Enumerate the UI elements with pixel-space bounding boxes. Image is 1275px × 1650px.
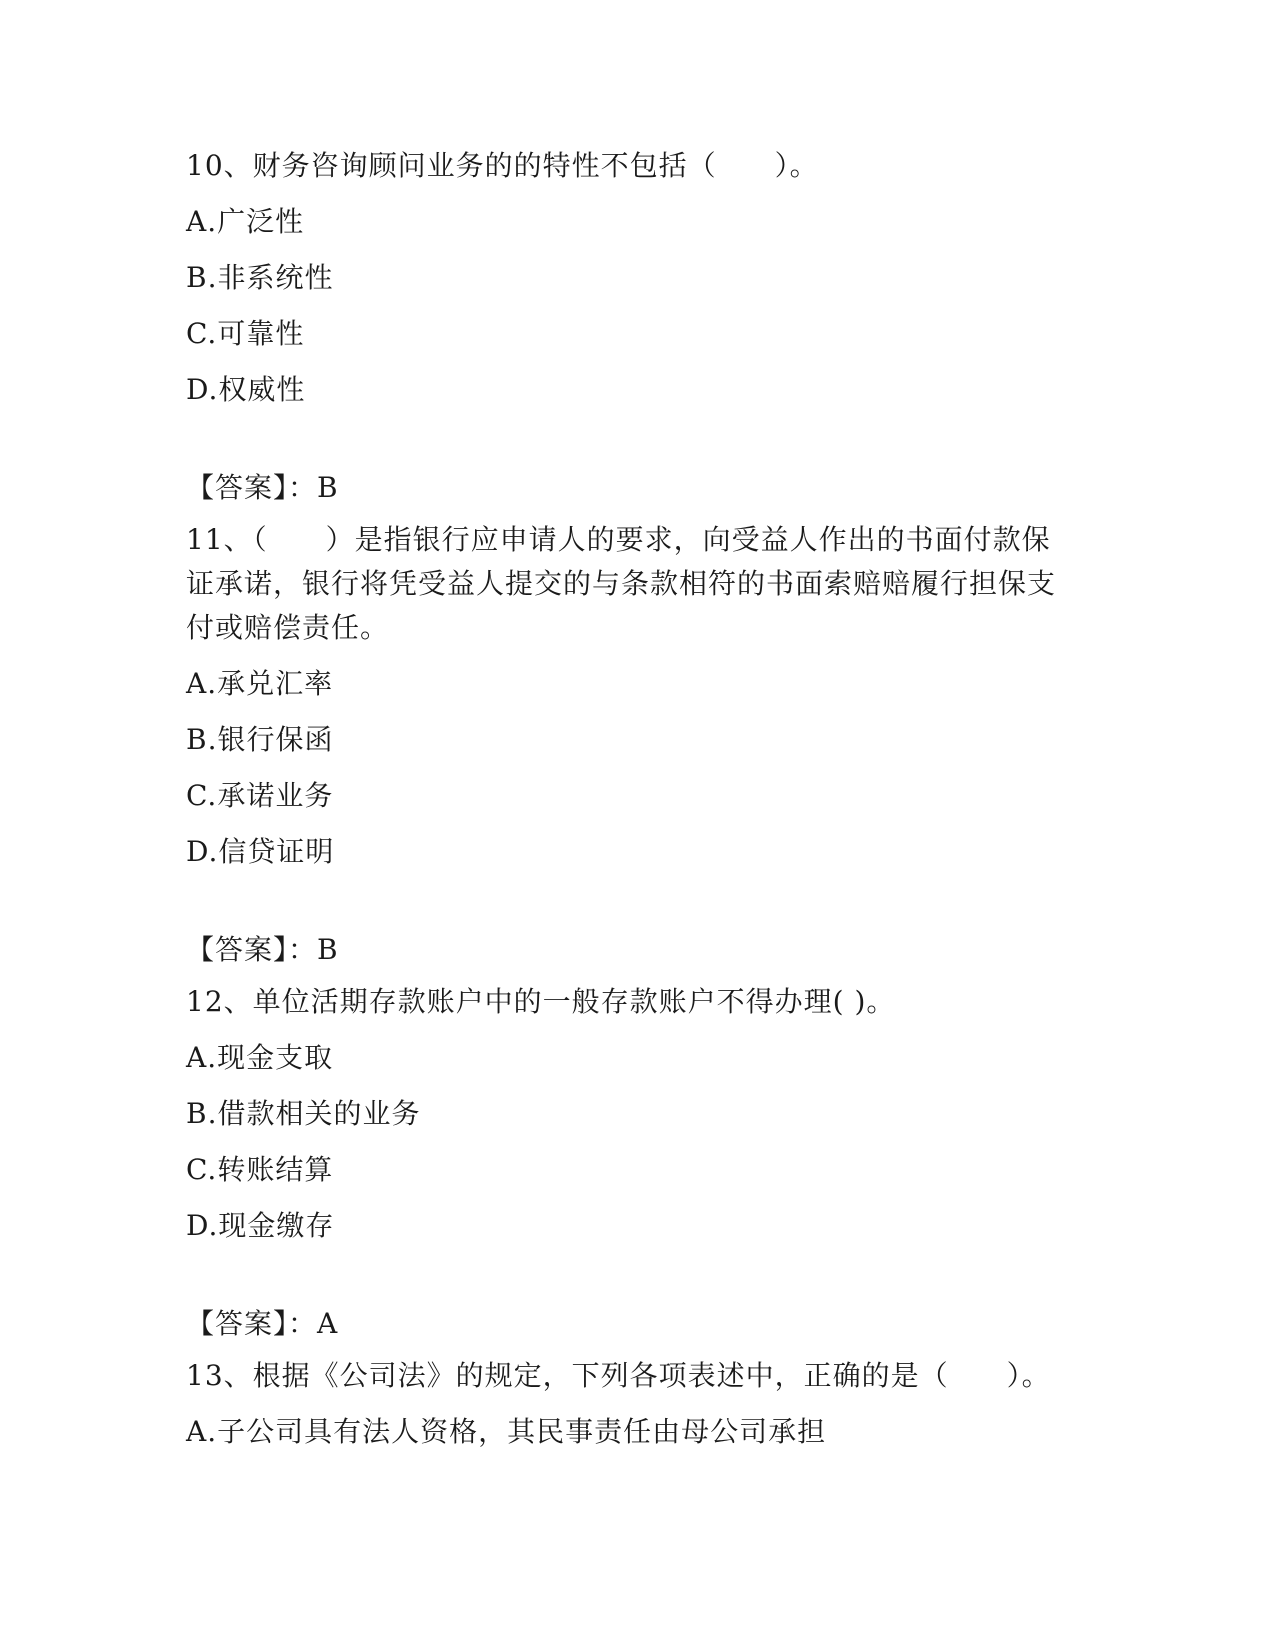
option-d: D.权威性 (186, 373, 306, 406)
question-list (186, 144, 1066, 1454)
answer-line: 【答案】：B (186, 471, 339, 504)
option-a: A.现金支取 (186, 1041, 334, 1074)
question-11 (186, 518, 1066, 972)
question-stem: 11、（ ）是指银行应申请人的要求，向受益人作出的书面付款保证承诺，银行将凭受益人提交的与条款相符的书面索赔赔履行担保支付或赔偿责任。 (186, 523, 1057, 644)
option-b: B.银行保函 (186, 723, 334, 756)
answer-line: 【答案】：A (186, 1307, 339, 1340)
option-b: B.借款相关的业务 (186, 1097, 421, 1130)
option-d: D.信贷证明 (186, 835, 335, 868)
answer-line: 【答案】：B (186, 933, 339, 966)
question-13 (186, 1354, 1066, 1454)
question-12 (186, 980, 1066, 1346)
option-a: A.广泛性 (186, 205, 305, 238)
option-d: D.现金缴存 (186, 1209, 335, 1242)
question-10 (186, 144, 1066, 510)
option-a: A.承兑汇率 (186, 667, 334, 700)
option-c: C.可靠性 (186, 317, 305, 350)
option-c: C.承诺业务 (186, 779, 334, 812)
question-stem: 12、单位活期存款账户中的一般存款账户不得办理( )。 (186, 985, 896, 1018)
question-stem: 10、财务咨询顾问业务的的特性不包括（ ）。 (186, 149, 819, 182)
option-c: C.转账结算 (186, 1153, 334, 1186)
option-a: A.子公司具有法人资格，其民事责任由母公司承担 (186, 1415, 827, 1448)
option-b: B.非系统性 (186, 261, 334, 294)
question-stem: 13、根据《公司法》的规定，下列各项表述中，正确的是（ ）。 (186, 1359, 1051, 1392)
